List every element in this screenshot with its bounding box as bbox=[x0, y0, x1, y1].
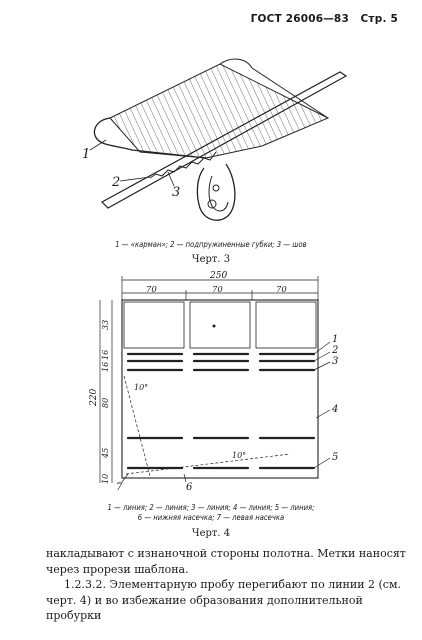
dim-col2: 70 bbox=[212, 285, 223, 295]
fig4-callout-6: 6 bbox=[186, 482, 193, 493]
figure-4-legend-line1: 1 — линия; 2 — линия; 3 — линия; 4 — линия; 5 — линия; bbox=[107, 503, 315, 512]
figure-4-legend-line2: 6 — нижняя насечка; 7 — левая насечка bbox=[137, 513, 285, 522]
fig4-callout-4: 4 bbox=[332, 404, 339, 415]
dim-v-10: 10 bbox=[101, 473, 110, 484]
fig4-callout-2: 2 bbox=[332, 345, 339, 356]
fig4-callout-5: 5 bbox=[332, 452, 339, 463]
template-sheet bbox=[122, 300, 318, 478]
doc-id: ГОСТ 26006—83 bbox=[250, 13, 349, 25]
dim-col1: 70 bbox=[146, 285, 157, 295]
fig3-callout-2: 2 bbox=[112, 175, 121, 190]
spring-jaws bbox=[197, 164, 235, 220]
fig3-callout-1: 1 bbox=[82, 147, 91, 162]
dim-col3: 70 bbox=[276, 285, 287, 295]
dim-v-top: 33 bbox=[101, 319, 110, 330]
dim-v-80: 80 bbox=[101, 397, 110, 408]
figure-4-title: Черт. 4 bbox=[191, 528, 231, 539]
figure-4-drawing bbox=[0, 268, 422, 498]
dim-total-width: 250 bbox=[210, 271, 228, 281]
figure-3-legend: 1 — «карман»; 2 — подпружиненные губки; 3 — шов bbox=[115, 240, 307, 249]
fig4-callout-1: 1 bbox=[332, 334, 339, 345]
dim-v-total: 220 bbox=[89, 388, 99, 406]
fabric-sheet bbox=[110, 64, 328, 158]
angle-top: 10° bbox=[134, 383, 149, 392]
dim-v-16a: 16 bbox=[101, 349, 110, 360]
fig3-callout-3: 3 bbox=[172, 185, 181, 200]
paragraph-2: 1.2.3.2. Элементарную пробу перегибают по линии 2 (см. черт. 4) и во избежание образования дополнительной пробурки bbox=[46, 578, 402, 622]
figure-3-title: Черт. 3 bbox=[191, 254, 231, 265]
fig4-callout-3: 3 bbox=[332, 356, 339, 367]
dim-v-16b: 16 bbox=[101, 361, 110, 372]
fig4-callout-7: 7 bbox=[116, 482, 123, 493]
page-number: Стр. 5 bbox=[360, 13, 398, 25]
figure-3-drawing bbox=[0, 0, 422, 240]
angle-bottom: 10° bbox=[232, 451, 247, 460]
paragraph-1: накладывают с изнаночной стороны полотна. Метки наносят через прорези шаблона. bbox=[46, 547, 406, 576]
dim-v-45: 45 bbox=[101, 447, 110, 458]
body-text bbox=[46, 546, 406, 624]
